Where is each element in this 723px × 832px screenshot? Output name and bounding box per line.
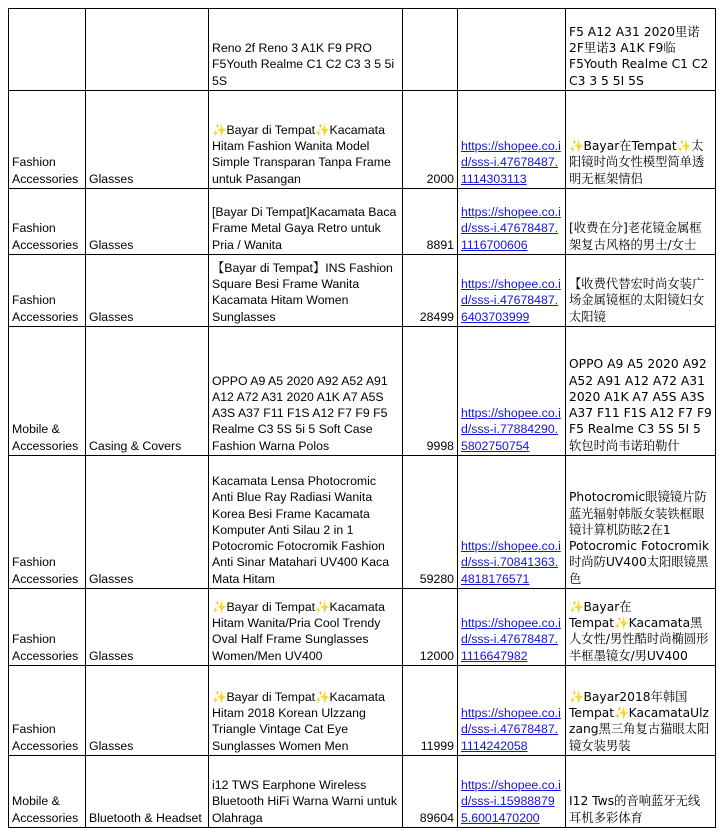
cell-quantity bbox=[403, 9, 458, 91]
cell-category: Fashion Accessories bbox=[9, 589, 86, 666]
product-link[interactable]: https://shopee.co.id/sss-i.47678487.1116700606 bbox=[461, 205, 561, 252]
cell-category: Fashion Accessories bbox=[9, 456, 86, 589]
cell-product-title bbox=[209, 666, 403, 756]
sparkle-icon: ✨ bbox=[569, 599, 584, 614]
table-row bbox=[9, 9, 716, 91]
cell-translated-title bbox=[566, 756, 716, 828]
cell-quantity: 8891 bbox=[403, 189, 458, 255]
translated-title-text: [收费在分]老花镜金属框架复古风格的男士/女士 bbox=[569, 221, 702, 252]
cell-quantity: 2000 bbox=[403, 91, 458, 189]
translated-title-text: 太阳镜时尚女性模型简单透明无框架情侣 bbox=[569, 139, 705, 186]
translated-title-text: KacamataUlzzang黑三角复古猫眼太阳镜女装男装 bbox=[569, 706, 710, 753]
sparkle-icon: ✨ bbox=[212, 689, 227, 704]
cell-product-link[interactable] bbox=[458, 666, 566, 756]
product-link[interactable]: https://shopee.co.id/sss-i.47678487.1114303113 bbox=[461, 139, 561, 186]
cell-product-title bbox=[209, 9, 403, 91]
cell-product-title bbox=[209, 756, 403, 828]
sparkle-icon: ✨ bbox=[212, 122, 227, 137]
cell-subcategory bbox=[86, 9, 209, 91]
product-title-text: Kacamata Hitam Fashion Wanita Model Simple Transparan Tanpa Frame untuk Pasangan bbox=[212, 122, 395, 186]
cell-product-link[interactable] bbox=[458, 756, 566, 828]
cell-product-title bbox=[209, 456, 403, 589]
table-row bbox=[9, 189, 716, 255]
cell-product-title bbox=[209, 189, 403, 255]
cell-subcategory: Glasses bbox=[86, 456, 209, 589]
cell-subcategory: Casing & Covers bbox=[86, 327, 209, 456]
cell-translated-title bbox=[566, 9, 716, 91]
spreadsheet-sheet bbox=[8, 8, 715, 828]
cell-category: Fashion Accessories bbox=[9, 255, 86, 327]
translated-title-text: Photocromic眼镜镜片防蓝光辐射韩版女装铁框眼镜计算机防眩2在1 Potocromic Fotocromik时尚防UV400太阳眼镜黑色 bbox=[569, 490, 710, 586]
sparkle-icon: ✨ bbox=[614, 706, 629, 721]
cell-product-link[interactable] bbox=[458, 255, 566, 327]
cell-quantity: 11999 bbox=[403, 666, 458, 756]
product-link[interactable]: https://shopee.co.id/sss-i.70841363.4818176571 bbox=[461, 539, 561, 586]
cell-quantity: 89604 bbox=[403, 756, 458, 828]
table-row bbox=[9, 589, 716, 666]
cell-translated-title bbox=[566, 456, 716, 589]
sparkle-icon: ✨ bbox=[569, 689, 584, 704]
cell-translated-title bbox=[566, 589, 716, 666]
cell-quantity: 12000 bbox=[403, 589, 458, 666]
cell-subcategory: Glasses bbox=[86, 589, 209, 666]
cell-translated-title bbox=[566, 255, 716, 327]
cell-product-link[interactable] bbox=[458, 189, 566, 255]
cell-translated-title bbox=[566, 91, 716, 189]
cell-product-link[interactable] bbox=[458, 9, 566, 91]
cell-translated-title bbox=[566, 666, 716, 756]
cell-category: Fashion Accessories bbox=[9, 91, 86, 189]
table-row bbox=[9, 756, 716, 828]
cell-product-title bbox=[209, 589, 403, 666]
product-link[interactable]: https://shopee.co.id/sss-i.47678487.6403703999 bbox=[461, 277, 561, 324]
product-title-text: i12 TWS Earphone Wireless Bluetooth HiFi Warna Warni untuk Olahraga bbox=[212, 778, 401, 825]
cell-subcategory: Glasses bbox=[86, 666, 209, 756]
product-title-text: Kacamata Hitam 2018 Korean Ulzzang Triangle Vintage Cat Eye Sunglasses Women Men bbox=[212, 689, 389, 753]
cell-quantity: 28499 bbox=[403, 255, 458, 327]
cell-product-link[interactable] bbox=[458, 456, 566, 589]
sparkle-icon: ✨ bbox=[315, 689, 330, 704]
product-link[interactable]: https://shopee.co.id/sss-i.47678487.1116647982 bbox=[461, 616, 561, 663]
table-body bbox=[9, 9, 716, 828]
cell-category: Fashion Accessories bbox=[9, 189, 86, 255]
cell-product-title bbox=[209, 91, 403, 189]
product-title-text: 【Bayar di Tempat】INS Fashion Square Besi Frame Wanita Kacamata Hitam Women Sunglasses bbox=[212, 260, 397, 324]
table-row bbox=[9, 327, 716, 456]
sparkle-icon: ✨ bbox=[315, 122, 330, 137]
cell-category: Fashion Accessories bbox=[9, 666, 86, 756]
sparkle-icon: ✨ bbox=[614, 616, 629, 631]
product-link[interactable]: https://shopee.co.id/sss-i.47678487.1114242058 bbox=[461, 706, 561, 753]
translated-title-text: Kacamata黑人女性/男性酷时尚椭圆形半框墨镜女/男UV400 bbox=[569, 616, 709, 663]
cell-subcategory: Glasses bbox=[86, 255, 209, 327]
cell-subcategory: Glasses bbox=[86, 189, 209, 255]
cell-translated-title bbox=[566, 327, 716, 456]
cell-subcategory: Bluetooth & Headset bbox=[86, 756, 209, 828]
product-title-text: Bayar di Tempat bbox=[226, 122, 316, 137]
translated-title-text: Bayar在Tempat bbox=[583, 139, 677, 154]
sparkle-icon: ✨ bbox=[569, 139, 584, 154]
sparkle-icon: ✨ bbox=[676, 139, 692, 154]
cell-product-title bbox=[209, 327, 403, 456]
product-title-text: Kacamata Hitam Wanita/Pria Cool Trendy Oval Half Frame Sunglasses Women/Men UV400 bbox=[212, 599, 389, 663]
product-link[interactable]: https://shopee.co.id/sss-i.159888795.6001470200 bbox=[461, 778, 561, 825]
cell-category bbox=[9, 9, 86, 91]
table-row bbox=[9, 456, 716, 589]
product-title-text: Bayar di Tempat bbox=[226, 599, 316, 614]
product-table bbox=[8, 8, 716, 828]
cell-product-link[interactable] bbox=[458, 91, 566, 189]
table-row bbox=[9, 255, 716, 327]
product-title-text: Reno 2f Reno 3 A1K F9 PRO F5Youth Realme C1 C2 C3 3 5 5i 5S bbox=[212, 41, 398, 88]
translated-title-text: 【收费代替宏时尚女装广场金属镜框的太阳镜妇女太阳镜 bbox=[569, 277, 705, 324]
product-title-text: OPPO A9 A5 2020 A92 A52 A91 A12 A72 A31 2020 A1K A7 A5S A3S A37 F11 F1S A12 F7 F9 F5 Realme C3 5S 5i 5 Soft Case Fashion Warna Polos bbox=[212, 373, 391, 453]
cell-product-link[interactable] bbox=[458, 589, 566, 666]
translated-title-text: Bayar在Tempat bbox=[569, 599, 632, 631]
product-title-text: Bayar di Tempat bbox=[226, 689, 316, 704]
translated-title-text: F5 A12 A31 2020里诺2F里诺3 A1K F9临F5Youth Realme C1 C2 C3 3 5 5I 5S bbox=[569, 24, 713, 88]
table-row bbox=[9, 91, 716, 189]
cell-category: Mobile & Accessories bbox=[9, 756, 86, 828]
translated-title-text: Bayar2018年韩国Tempat bbox=[569, 689, 688, 721]
product-link[interactable]: https://shopee.co.id/sss-i.77884290.5802750754 bbox=[461, 406, 561, 453]
product-title-text: [Bayar Di Tempat]Kacamata Baca Frame Metal Gaya Retro untuk Pria / Wanita bbox=[212, 205, 400, 252]
cell-quantity: 59280 bbox=[403, 456, 458, 589]
cell-quantity: 9998 bbox=[403, 327, 458, 456]
cell-subcategory: Glasses bbox=[86, 91, 209, 189]
translated-title-text: I12 Tws的音响蓝牙无线耳机多彩体育 bbox=[569, 794, 701, 825]
cell-product-title bbox=[209, 255, 403, 327]
table-row bbox=[9, 666, 716, 756]
sparkle-icon: ✨ bbox=[315, 599, 330, 614]
cell-translated-title bbox=[566, 189, 716, 255]
sparkle-icon: ✨ bbox=[212, 599, 227, 614]
product-title-text: Kacamata Lensa Photocromic Anti Blue Ray Radiasi Wanita Korea Besi Frame Kacamata Komputer Anti Silau 2 in 1 Potocromic Fotocromik Fashion Anti Sinar Matahari UV400 Kaca Mata Hitam bbox=[212, 473, 393, 586]
cell-category: Mobile & Accessories bbox=[9, 327, 86, 456]
cell-product-link[interactable] bbox=[458, 327, 566, 456]
translated-title-text: OPPO A9 A5 2020 A92 A52 A91 A12 A72 A31 2020 A1K A7 A5S A3S A37 F11 F1S A12 F7 F9 F5 Realme C3 5S 5I 5软包时尚韦诺珀勒什 bbox=[569, 357, 716, 453]
